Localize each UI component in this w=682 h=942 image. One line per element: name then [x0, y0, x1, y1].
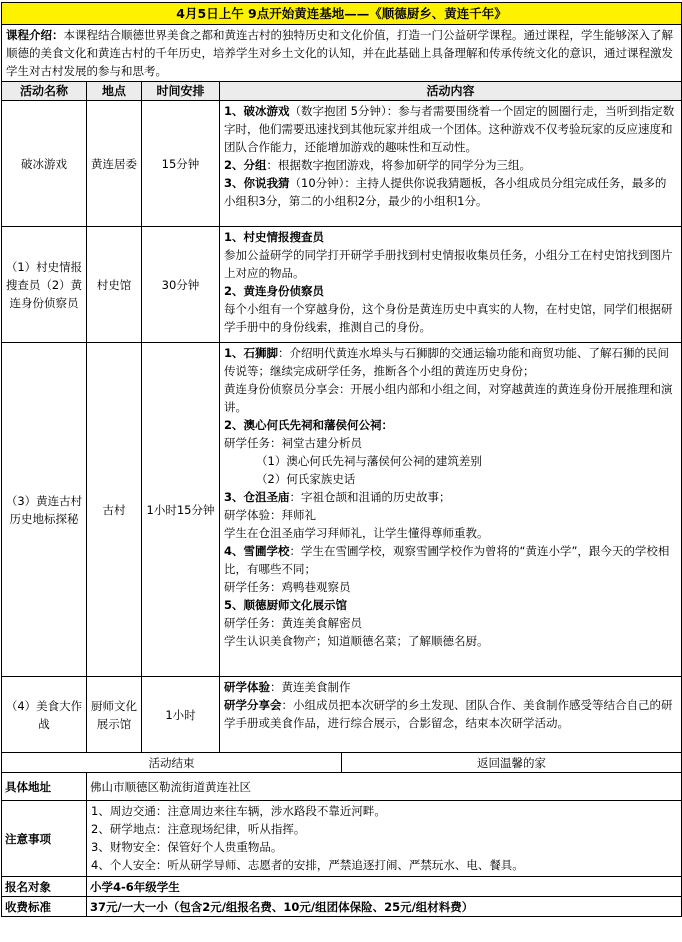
activity-place: 古村: [87, 343, 142, 677]
activity-name: （1）村史情报搜查员（2）黄连身份侦察员: [2, 227, 87, 343]
target-value: 小学4-6年级学生: [87, 877, 682, 897]
activity-end: 活动结束: [2, 753, 342, 773]
header-row: [2, 82, 682, 101]
activity-name: （3）黄连古村历史地标探秘: [2, 343, 87, 677]
content-line: 3、仓沮圣庙：字祖仓颉和沮诵的历史故事；: [224, 490, 451, 504]
content-line: 2、澳心何氏先祠和藩侯何公祠：: [224, 418, 393, 432]
content-line: 1、村史情报搜查员: [224, 230, 325, 244]
return-home: 返回温馨的家: [342, 753, 682, 773]
fee-value: 37元/一大一小（包含2元/组报名费、10元/组团体保险、25元/组材料费）: [87, 897, 682, 917]
content-line: 2、分组：根据数字抱团游戏，将参加研学的同学分为三组。: [224, 158, 532, 172]
activity-row-3: [2, 343, 682, 677]
activity-content: [220, 677, 682, 753]
activity-time: 1小时: [142, 677, 220, 753]
activity-row-4: [2, 677, 682, 753]
address-label: 具体地址: [2, 773, 87, 801]
activity-content: [220, 101, 682, 227]
header-content: 活动内容: [220, 82, 682, 101]
intro-label: 课程介绍：: [6, 28, 64, 42]
activity-name: 破冰游戏: [2, 101, 87, 227]
intro-text: 本课程结合顺德世界美食之都和黄连古村的独特历史和文化价值，打造一门公益研学课程。通过课程，学生能够深入了解顺德的美食文化和黄连古村的千年历史，培养学生对乡土文化的认知，并在此基础上具备理解和传承传统文化的意识，通过课程激发学生对古村发展的参与和思考。: [6, 28, 673, 78]
activity-place: 黄连居委: [87, 101, 142, 227]
activity-content: [220, 343, 682, 677]
content-line: 研学任务：鸡鸭巷观察员: [224, 580, 351, 594]
content-line: 参加公益研学的同学打开研学手册找到村史情报收集员任务，小组分工在村史馆找到图片上对应的物品。: [224, 248, 673, 280]
notes-row: [2, 801, 682, 877]
content-line: 2、黄连身份侦察员: [224, 284, 325, 298]
target-row: [2, 877, 682, 897]
header-place: 地点: [87, 82, 142, 101]
fee-row: [2, 897, 682, 917]
end-row: [2, 753, 682, 773]
activity-time: 30分钟: [142, 227, 220, 343]
notes-list: [87, 801, 682, 877]
document-title: 4月5日上午 9点开始黄连基地——《顺德厨乡、黄连千年》: [2, 3, 682, 25]
content-line: 每个小组有一个穿越身份，这个身份是黄连历史中真实的人物，在村史馆，同学们根据研学手册中的身份线索，推测自己的身份。: [224, 302, 673, 334]
content-line: （1）澳心何氏先祠与藩侯何公祠的建筑差别: [256, 454, 482, 468]
content-line: 学生在仓沮圣庙学习拜师礼，让学生懂得尊师重教。: [224, 526, 489, 540]
note-item: 3、财物安全：保管好个人贵重物品。: [91, 840, 283, 854]
fee-label: 收费标准: [2, 897, 87, 917]
activity-name: （4）美食大作战: [2, 677, 87, 753]
content-line: 1、石狮脚：介绍明代黄连水埠头与石狮脚的交通运输功能和商贸功能、了解石狮的民间传说等；继续完成研学任务，推断各个小组的黄连历史身份；: [224, 346, 670, 378]
content-line: 4、雪圃学校：学生在雪圃学校，观察雪圃学校作为曾将的“黄连小学”，跟今天的学校相比，有哪些不同；: [224, 544, 670, 576]
note-item: 4、个人安全：听从研学导师、志愿者的安排，严禁追逐打闹、严禁玩水、电、餐具。: [91, 858, 524, 872]
content-line: 5、顺德厨师文化展示馆: [224, 598, 348, 612]
content-line: 研学任务：黄连美食解密员: [224, 616, 362, 630]
content-line: 研学任务：祠堂古建分析员: [224, 436, 362, 450]
content-line: 学生认识美食物产；知道顺德名菜；了解顺德名厨。: [224, 634, 489, 648]
activity-row-2: [2, 227, 682, 343]
activity-place: 村史馆: [87, 227, 142, 343]
header-activity-name: 活动名称: [2, 82, 87, 101]
content-line: 研学体验：拜师礼: [224, 508, 316, 522]
target-label: 报名对象: [2, 877, 87, 897]
content-line: 黄连身份侦察员分享会：开展小组内部和小组之间，对穿越黄连的黄连身份开展推理和演讲。: [224, 382, 673, 414]
content-line: （2）何氏家族史话: [256, 472, 356, 486]
activity-time: 15分钟: [142, 101, 220, 227]
activity-content: [220, 227, 682, 343]
note-item: 1、周边交通：注意周边来往车辆，涉水路段不靠近河畔。: [91, 804, 386, 818]
plan-table: [1, 2, 682, 917]
notes-label: 注意事项: [2, 801, 87, 877]
note-item: 2、研学地点：注意现场纪律，听从指挥。: [91, 822, 306, 836]
title-row: [2, 3, 682, 25]
activity-row-1: [2, 101, 682, 227]
content-line: 1、破冰游戏（数字抱团 5分钟）：参与者需要围绕着一个固定的圆圈行走，当听到指定数字时，他们需要迅速找到其他玩家并组成一个团体。这种游戏不仅考验玩家的反应速度和团队合作能力，还能增加游戏的趣味性和互动性。: [224, 104, 675, 154]
content-line: 3、你说我猜（10分钟）：主持人提供你说我猜题板，各小组成员分组完成任务，最多的小组积3分，第二的小组积2分，最少的小组积1分。: [224, 176, 667, 208]
address-row: [2, 773, 682, 801]
address-value: 佛山市顺德区勒流街道黄连社区: [87, 773, 682, 801]
intro-row: [2, 25, 682, 82]
header-time: 时间安排: [142, 82, 220, 101]
activity-place: 厨师文化展示馆: [87, 677, 142, 753]
content-line: 研学体验：黄连美食制作: [224, 680, 351, 694]
course-intro: [2, 25, 682, 82]
activity-time: 1小时15分钟: [142, 343, 220, 677]
content-line: 研学分享会：小组成员把本次研学的乡土发现、团队合作、美食制作感受等结合自己的研学手册或美食作品，进行综合展示，合影留念，结束本次研学活动。: [224, 698, 673, 730]
activity-plan-document: [1, 2, 681, 917]
